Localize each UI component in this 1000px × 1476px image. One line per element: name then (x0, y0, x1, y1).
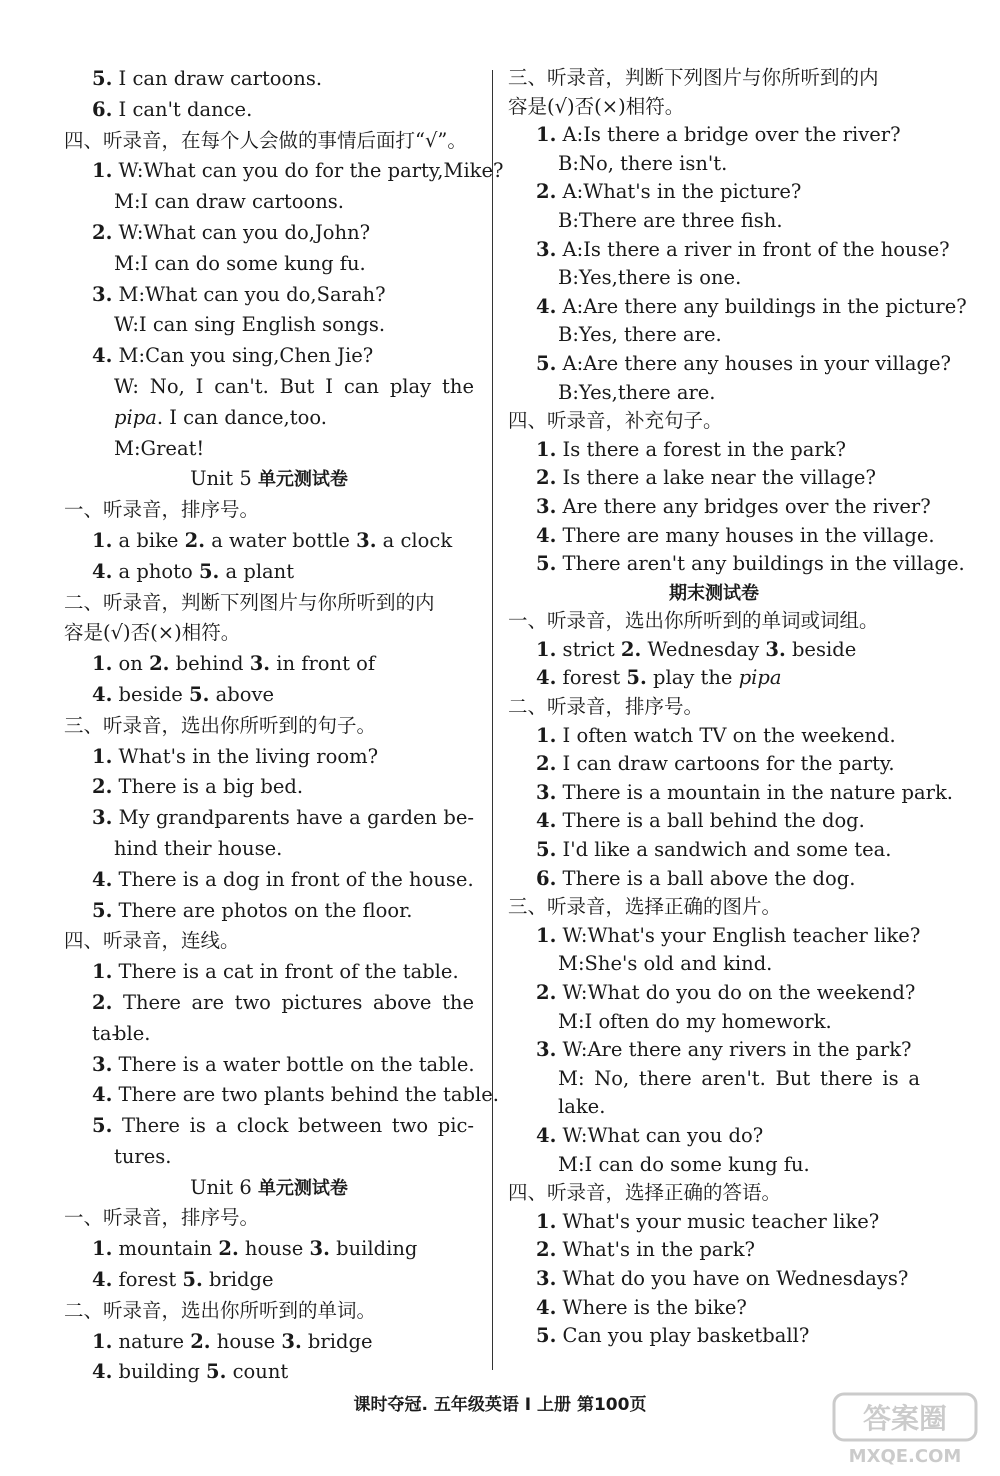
item-number: 2. (536, 981, 557, 1004)
item-number: 5. (626, 666, 647, 690)
item-number: 5. (189, 682, 210, 706)
text-line (508, 522, 935, 551)
item-number: 5. (536, 1324, 557, 1348)
item-number: 2. (190, 1329, 211, 1353)
item-number: 3. (92, 1052, 113, 1076)
item-number: 4. (536, 1295, 557, 1319)
item-number: 4. (92, 344, 113, 368)
text-line (64, 1265, 474, 1296)
text-line (64, 649, 474, 680)
text-line (64, 1111, 474, 1142)
item-text: B:No, there isn't. (558, 151, 728, 175)
text-line (508, 1322, 920, 1351)
item-text: There are photos on the floor. (112, 898, 413, 922)
item-text: M:I can draw cartoons. (114, 190, 345, 214)
text-line (64, 372, 474, 403)
item-text: M:I can do some kung fu. (114, 251, 366, 275)
item-number: 3. (765, 637, 786, 661)
section-heading (64, 588, 474, 619)
text-line (64, 187, 474, 218)
item-text: M:I can do some kung fu. (558, 1152, 810, 1176)
unit-title (64, 464, 474, 495)
item-text: 二、听录音，排序号。 (508, 695, 704, 719)
item-text: W:What can you do? (556, 1123, 764, 1147)
item-number: 2. (184, 528, 206, 552)
item-number: 4. (92, 682, 113, 706)
item-text: B:Yes,there are. (558, 380, 716, 404)
item-number: 3. (249, 652, 271, 676)
item-text: nature (112, 1329, 191, 1353)
item-text: bridge (202, 1268, 274, 1292)
item-number: 2. (620, 637, 642, 661)
item-text: 二、听录音，选出你所听到的单词。 (64, 1298, 377, 1322)
item-number: 1. (92, 1237, 113, 1261)
item-text: count (226, 1360, 289, 1384)
item-text: M: No, there aren't. But there is a (558, 1066, 920, 1090)
item-text: My grandparents have a garden be- (112, 806, 474, 830)
item-text: a plant (219, 559, 295, 583)
text-line (64, 403, 474, 434)
text-line (64, 341, 474, 372)
item-number: 2. (92, 990, 113, 1014)
text-line (508, 293, 967, 322)
text-line (508, 922, 920, 951)
item-text: play the (646, 666, 739, 690)
item-text: I can draw cartoons. (112, 67, 323, 90)
item-text: 三、听录音，选择正确的图片。 (508, 895, 782, 919)
item-number: 3. (92, 806, 113, 830)
section-heading (508, 607, 920, 636)
item-text: I'd like a sandwich and some tea. (556, 838, 892, 862)
text-line (64, 64, 474, 95)
page-footer: 课时夺冠. 五年级英语 I 上册 第100页 (353, 1395, 647, 1415)
item-text: house (238, 1237, 310, 1261)
text-line (64, 434, 474, 465)
item-number: 5. (92, 67, 113, 90)
item-number: 5. (536, 552, 557, 576)
item-number: 5. (536, 351, 557, 375)
item-text: There are two plants behind the table. (112, 1083, 499, 1107)
text-line (508, 550, 965, 579)
item-text: Are there any bridges over the river? (556, 494, 931, 518)
item-text: W:What's your English teacher like? (556, 923, 921, 947)
item-text: M:I often do my homework. (558, 1009, 832, 1033)
item-number: 5. (182, 1268, 203, 1292)
item-text: W:Are there any rivers in the park? (556, 1038, 912, 1062)
text-line (64, 249, 474, 280)
item-number: 4. (92, 1083, 113, 1107)
item-number: 3. (536, 1038, 557, 1062)
text-line (508, 1065, 920, 1094)
left-column (64, 64, 504, 1388)
item-text: A:Is there a bridge over the river? (556, 123, 901, 147)
item-text: Unit 5 (190, 467, 258, 491)
watermark-title: 答案圈 (862, 1402, 948, 1435)
item-text: A:Are there any buildings in the picture? (556, 294, 967, 318)
item-text: Is there a lake near the village? (556, 466, 876, 490)
item-text: forest (556, 666, 627, 690)
item-text: M:Great! (114, 436, 205, 460)
item-number: 5. (206, 1360, 227, 1384)
text-line (508, 807, 920, 836)
item-number: 3. (356, 528, 377, 552)
text-line (64, 1019, 474, 1050)
text-line (508, 664, 920, 693)
section-heading (64, 711, 474, 742)
item-text: house (210, 1329, 282, 1353)
text-line (508, 750, 920, 779)
item-text: strict (556, 637, 621, 661)
item-number: 1. (536, 1209, 557, 1233)
watermark-url: MXQE.COM (848, 1446, 962, 1467)
item-text: 容是(√)否(×)相符。 (64, 621, 241, 645)
text-line (64, 772, 474, 803)
item-text: There is a mountain in the nature park. (556, 780, 954, 804)
item-number: 2. (536, 466, 557, 490)
item-number: 4. (536, 666, 557, 690)
item-text: beside (785, 637, 857, 661)
text-line (508, 207, 920, 236)
text-line (64, 156, 504, 187)
text-line (64, 280, 474, 311)
item-text: B:Yes, there are. (558, 323, 722, 347)
item-text: What's in the living room? (112, 744, 379, 768)
section-heading (64, 1203, 474, 1234)
item-text: M:She's old and kind. (558, 952, 773, 976)
item-text: M:Can you sing,Chen Jie? (112, 344, 374, 368)
section-heading (508, 64, 920, 93)
text-line (508, 236, 950, 265)
text-line (508, 1093, 920, 1122)
item-text: a bike (112, 528, 185, 552)
item-number: 4. (536, 809, 557, 833)
item-text: forest (112, 1268, 183, 1292)
text-line (508, 836, 920, 865)
item-text: M:What can you do,Sarah? (112, 282, 386, 306)
item-number: 1. (536, 437, 557, 461)
text-line (508, 979, 920, 1008)
item-text: Is there a forest in the park? (556, 437, 846, 461)
item-text: a water bottle (205, 528, 357, 552)
item-text: a photo (112, 559, 199, 583)
section-heading (64, 495, 474, 526)
item-text: behind (169, 652, 250, 676)
text-line (508, 150, 920, 179)
item-number: 2. (536, 752, 557, 776)
section-heading (508, 893, 920, 922)
item-text: . I can dance,too. (156, 405, 327, 429)
text-line (508, 1208, 920, 1237)
item-text: Unit 6 (190, 1175, 258, 1199)
item-text: tures. (114, 1144, 172, 1168)
item-text: building (112, 1360, 207, 1384)
item-number: 1. (92, 744, 113, 768)
text-line (64, 1142, 474, 1173)
item-text: A:Are there any houses in your village? (556, 351, 952, 375)
section-heading (508, 1179, 920, 1208)
title-bold: 单元测试卷 (257, 1177, 348, 1199)
item-number: 2. (536, 180, 557, 204)
item-number: 3. (536, 1266, 557, 1290)
text-line (64, 1234, 474, 1265)
item-number: 5. (536, 838, 557, 862)
item-number: 1. (536, 723, 557, 747)
item-text: in front of (270, 652, 376, 676)
item-text: A:What's in the picture? (556, 180, 802, 204)
text-line (64, 1327, 474, 1358)
item-text: 四、听录音，补充句子。 (508, 409, 723, 433)
item-text: What do you have on Wednesdays? (556, 1266, 909, 1290)
item-number: 3. (92, 282, 113, 306)
item-text: above (209, 682, 275, 706)
item-number: 4. (92, 559, 113, 583)
text-line (64, 803, 474, 834)
text-line (508, 779, 954, 808)
item-text: I often watch TV on the weekend. (556, 723, 896, 747)
item-number: 6. (92, 97, 113, 121)
text-line (508, 950, 920, 979)
section-heading (508, 93, 920, 122)
item-text: There is a clock between two pic- (112, 1114, 474, 1138)
item-number: 4. (92, 1360, 113, 1384)
text-line (508, 379, 920, 408)
item-text: building (329, 1237, 418, 1261)
text-line (508, 1236, 920, 1265)
text-line (508, 464, 920, 493)
item-text: 四、听录音，在每个人会做的事情后面打“√”。 (64, 128, 467, 152)
section-heading (508, 407, 920, 436)
item-number: 3. (309, 1237, 330, 1261)
item-text: Where is the bike? (556, 1295, 747, 1319)
unit-title (508, 579, 920, 608)
item-number: 2. (536, 1238, 557, 1262)
item-number: 4. (92, 867, 113, 891)
item-text: There aren't any buildings in the village. (556, 552, 965, 576)
item-text: W: No, I can't. But I can play the (114, 374, 474, 398)
text-line (64, 218, 474, 249)
item-number: 4. (92, 1268, 113, 1292)
item-number: 2. (149, 652, 170, 676)
item-number: 4. (536, 294, 557, 318)
item-text: Can you play basketball? (556, 1324, 810, 1348)
item-number: 6. (536, 866, 557, 890)
item-text: There is a dog in front of the house. (112, 867, 474, 891)
item-text: bridge (301, 1329, 373, 1353)
item-number: 1. (92, 528, 113, 552)
item-number: 4. (536, 523, 557, 547)
item-number: 3. (536, 494, 557, 518)
item-number: 2. (92, 775, 113, 799)
watermark-logo (830, 1390, 980, 1468)
item-text: lake. (558, 1095, 606, 1119)
text-line (508, 178, 920, 207)
text-line (64, 1050, 474, 1081)
text-line (508, 350, 952, 379)
text-line (508, 493, 931, 522)
item-text: Wednesday (641, 637, 766, 661)
item-text: 四、听录音，选择正确的答语。 (508, 1181, 782, 1205)
text-line (508, 1008, 920, 1037)
text-line (508, 1294, 920, 1323)
column-divider (492, 70, 493, 1370)
text-line (508, 722, 920, 751)
item-text: on (112, 652, 150, 676)
item-text: I can draw cartoons for the party. (556, 752, 895, 776)
item-text: What's in the park? (556, 1238, 756, 1262)
text-line (508, 865, 920, 894)
item-text: There are two pictures above the ta- (92, 990, 474, 1045)
item-number: 5. (198, 559, 220, 583)
section-heading (64, 618, 474, 649)
item-text: W:What do you do on the weekend? (556, 981, 916, 1004)
title-bold: 单元测试卷 (257, 469, 348, 491)
item-text: W:I can sing English songs. (114, 313, 386, 337)
item-text: 二、听录音，判断下列图片与你所听到的内 (64, 590, 435, 614)
section-heading (64, 1296, 474, 1327)
text-line (508, 321, 920, 350)
item-text: A:Is there a river in front of the house? (556, 237, 950, 261)
italic-word: pipa (738, 666, 782, 690)
item-text: There is a big bed. (112, 775, 304, 799)
item-text: There is a water bottle on the table. (112, 1052, 475, 1076)
item-number: 2. (92, 220, 113, 244)
text-line (64, 680, 474, 711)
item-text: W:What can you do,John? (112, 220, 371, 244)
text-line (64, 310, 474, 341)
unit-title (64, 1173, 474, 1204)
text-line (64, 834, 474, 865)
item-number: 3. (536, 780, 557, 804)
item-text: What's your music teacher like? (556, 1209, 880, 1233)
title-bold: 期末测试卷 (669, 582, 759, 604)
text-line (508, 636, 920, 665)
section-heading (64, 926, 474, 957)
item-text: 一、听录音，选出你所听到的单词或词组。 (508, 609, 879, 633)
item-text: 四、听录音，连线。 (64, 929, 240, 953)
item-text: hind their house. (114, 836, 283, 860)
item-number: 1. (92, 159, 113, 183)
text-line (64, 896, 474, 927)
text-line (64, 557, 474, 588)
section-heading (508, 693, 920, 722)
text-line (64, 865, 474, 896)
section-heading (64, 126, 474, 157)
item-number: 1. (92, 960, 113, 984)
text-line (64, 742, 474, 773)
item-text: W:What can you do for the party,Mike? (112, 159, 504, 183)
item-number: 5. (92, 1114, 113, 1138)
item-text: a clock (376, 528, 453, 552)
item-text: beside (112, 682, 190, 706)
item-text: 一、听录音，排序号。 (64, 1206, 260, 1230)
item-text: 三、听录音，判断下列图片与你所听到的内 (508, 66, 879, 89)
item-number: 2. (218, 1237, 239, 1261)
item-text: B:Yes,there is one. (558, 266, 742, 290)
text-line (508, 1151, 920, 1180)
item-number: 4. (536, 1123, 557, 1147)
item-number: 5. (92, 898, 113, 922)
item-text: 一、听录音，排序号。 (64, 498, 260, 522)
item-number: 1. (92, 1329, 113, 1353)
text-line (508, 1122, 920, 1151)
item-text: There is a ball above the dog. (556, 866, 856, 890)
text-line (508, 1036, 920, 1065)
item-number: 1. (536, 637, 557, 661)
item-number: 1. (536, 123, 557, 147)
text-line (64, 95, 474, 126)
text-line (508, 121, 920, 150)
item-text: There are many houses in the village. (556, 523, 935, 547)
item-text: mountain (112, 1237, 219, 1261)
item-number: 3. (281, 1329, 302, 1353)
item-text: 三、听录音，选出你所听到的句子。 (64, 713, 377, 737)
item-text: 容是(√)否(×)相符。 (508, 94, 685, 118)
text-line (64, 1080, 499, 1111)
text-line (508, 1265, 920, 1294)
italic-word: pipa (114, 405, 157, 429)
item-text: I can't dance. (112, 97, 253, 121)
text-line (64, 1357, 474, 1388)
text-line (64, 957, 474, 988)
text-line (508, 436, 920, 465)
item-number: 1. (92, 652, 113, 676)
item-text: There is a cat in front of the table. (112, 960, 459, 984)
item-text: There is a ball behind the dog. (556, 809, 865, 833)
item-number: 3. (536, 237, 557, 261)
right-column (508, 64, 967, 1351)
item-text: ble. (114, 1021, 151, 1045)
text-line (64, 526, 474, 557)
item-text: B:There are three fish. (558, 208, 783, 232)
item-number: 1. (536, 923, 557, 947)
text-line (508, 264, 920, 293)
